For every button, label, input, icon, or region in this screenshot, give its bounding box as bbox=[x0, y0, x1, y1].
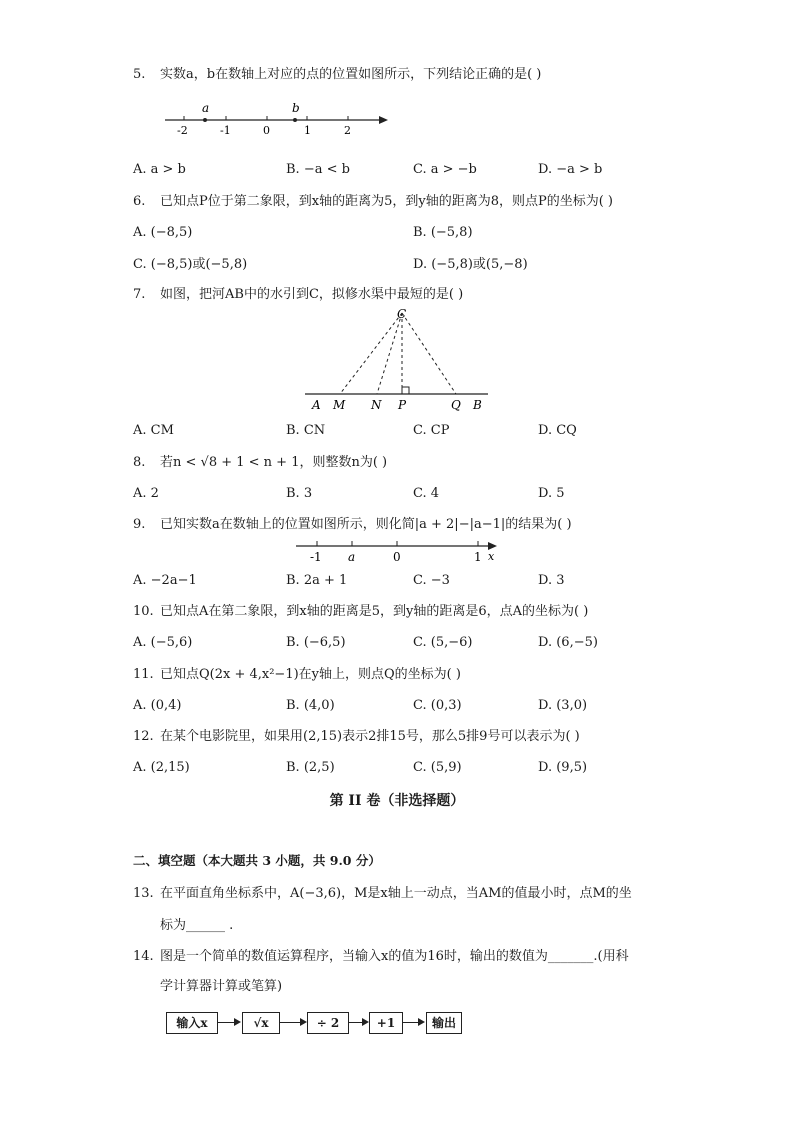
option-d[interactable]: D. (9,5) bbox=[538, 760, 588, 775]
option-b[interactable]: B. (2,5) bbox=[286, 760, 335, 775]
question-text-continued: 标为______ . bbox=[160, 918, 234, 933]
question-number: 11. bbox=[133, 667, 154, 682]
question-text: 在某个电影院里，如果用(2,15)表示2排15号，那么5排9号可以表示为( ) bbox=[160, 729, 580, 744]
flow-divide-box: ÷ 2 bbox=[307, 1012, 349, 1034]
question-number: 5. bbox=[133, 67, 146, 82]
tick-label: 1 bbox=[474, 550, 482, 564]
question-number: 6. bbox=[133, 194, 146, 209]
question-text: 实数a，b在数轴上对应的点的位置如图所示，下列结论正确的是( ) bbox=[160, 67, 542, 82]
option-b[interactable]: B. −a < b bbox=[286, 162, 350, 177]
option-a[interactable]: A. (2,15) bbox=[133, 760, 190, 775]
option-b[interactable]: B. 3 bbox=[286, 486, 313, 501]
option-a[interactable]: A. 2 bbox=[133, 486, 159, 501]
flow-sqrt-box: √x bbox=[242, 1012, 280, 1034]
option-d[interactable]: D. 5 bbox=[538, 486, 565, 501]
option-d[interactable]: D. (6,−5) bbox=[538, 635, 598, 650]
part-heading: 二、填空题（本大题共 3 小题，共 9.0 分） bbox=[133, 853, 381, 868]
point-label-b: B bbox=[473, 398, 482, 412]
point-label-a: A bbox=[312, 398, 321, 412]
tick-label: 2 bbox=[344, 124, 351, 137]
number-line-figure-q9 bbox=[290, 536, 510, 566]
question-text: 已知点A在第二象限，到x轴的距离是5，到y轴的距离是6，点A的坐标为( ) bbox=[160, 604, 589, 619]
flow-arrow bbox=[218, 1022, 234, 1023]
tick-label: 1 bbox=[304, 124, 311, 137]
flow-arrow bbox=[403, 1022, 418, 1023]
tick-label: -1 bbox=[310, 550, 322, 564]
point-label-m: M bbox=[333, 398, 346, 412]
option-a[interactable]: A. CM bbox=[133, 423, 174, 438]
point-label-c: C bbox=[397, 307, 407, 321]
question-number: 8. bbox=[133, 455, 146, 470]
option-c[interactable]: C. (−8,5)或(−5,8) bbox=[133, 257, 248, 272]
tick-label: -1 bbox=[220, 124, 231, 137]
option-c[interactable]: C. 4 bbox=[413, 486, 440, 501]
option-b[interactable]: B. CN bbox=[286, 423, 326, 438]
tick-label-a: a bbox=[348, 550, 356, 564]
flow-add-box: +1 bbox=[369, 1012, 403, 1034]
river-figure-q7 bbox=[300, 305, 500, 417]
option-d[interactable]: D. (3,0) bbox=[538, 698, 588, 713]
question-text: 已知点Q(2x + 4,x²−1)在y轴上，则点Q的坐标为( ) bbox=[160, 667, 461, 682]
option-a[interactable]: A. (0,4) bbox=[133, 698, 182, 713]
flow-arrow bbox=[280, 1022, 300, 1023]
question-number: 14. bbox=[133, 949, 154, 964]
option-d[interactable]: D. CQ bbox=[538, 423, 577, 438]
option-a[interactable]: A. (−5,6) bbox=[133, 635, 193, 650]
point-label-q: Q bbox=[451, 398, 461, 412]
option-d[interactable]: D. (−5,8)或(5,−8) bbox=[413, 257, 528, 272]
option-c[interactable]: C. (5,−6) bbox=[413, 635, 473, 650]
flow-output-box: 输出 bbox=[426, 1012, 462, 1034]
section-title: 第 II 卷（非选择题） bbox=[329, 793, 465, 809]
flow-input-box: 输入x bbox=[166, 1012, 218, 1034]
option-c[interactable]: C. (5,9) bbox=[413, 760, 462, 775]
flow-arrowhead bbox=[300, 1018, 307, 1026]
tick-label: 0 bbox=[263, 124, 270, 137]
option-b[interactable]: B. (−5,8) bbox=[413, 225, 473, 240]
option-b[interactable]: B. 2a + 1 bbox=[286, 573, 348, 588]
question-text: 如图，把河AB中的水引到C，拟修水渠中最短的是( ) bbox=[160, 287, 464, 302]
option-b[interactable]: B. (4,0) bbox=[286, 698, 335, 713]
point-label-b: b bbox=[292, 101, 300, 115]
question-text: 在平面直角坐标系中，A(−3,6)，M是x轴上一动点，当AM的值最小时，点M的坐 bbox=[160, 886, 632, 901]
question-number: 7. bbox=[133, 287, 146, 302]
option-c[interactable]: C. a > −b bbox=[413, 162, 477, 177]
option-d[interactable]: D. 3 bbox=[538, 573, 565, 588]
question-text: 图是一个简单的数值运算程序，当输入x的值为16时，输出的数值为_______.(用科 bbox=[160, 949, 629, 964]
option-b[interactable]: B. (−6,5) bbox=[286, 635, 346, 650]
flow-arrowhead bbox=[418, 1018, 425, 1026]
point-label-a: a bbox=[202, 101, 210, 115]
option-a[interactable]: A. −2a−1 bbox=[133, 573, 197, 588]
question-number: 13. bbox=[133, 886, 154, 901]
question-text: 已知实数a在数轴上的位置如图所示，则化简|a + 2|−|a−1|的结果为( ) bbox=[160, 517, 572, 532]
question-number: 9. bbox=[133, 517, 146, 532]
question-text: 若n < √8 + 1 < n + 1，则整数n为( ) bbox=[160, 455, 388, 470]
tick-label: 0 bbox=[393, 550, 401, 564]
option-a[interactable]: A. a > b bbox=[133, 162, 186, 177]
flow-arrow bbox=[349, 1022, 362, 1023]
axis-label-x: x bbox=[488, 550, 495, 563]
option-a[interactable]: A. (−8,5) bbox=[133, 225, 193, 240]
point-label-p: P bbox=[398, 398, 407, 412]
option-c[interactable]: C. (0,3) bbox=[413, 698, 462, 713]
number-line-figure-q5 bbox=[160, 98, 400, 140]
question-number: 12. bbox=[133, 729, 154, 744]
question-number: 10. bbox=[133, 604, 154, 619]
flow-arrowhead bbox=[362, 1018, 369, 1026]
point-label-n: N bbox=[371, 398, 382, 412]
question-text-continued: 学计算器计算或笔算) bbox=[160, 979, 283, 994]
option-c[interactable]: C. −3 bbox=[413, 573, 450, 588]
option-c[interactable]: C. CP bbox=[413, 423, 450, 438]
flow-arrowhead bbox=[234, 1018, 241, 1026]
tick-label: -2 bbox=[177, 124, 188, 137]
question-text: 已知点P位于第二象限，到x轴的距离为5，到y轴的距离为8，则点P的坐标为( ) bbox=[160, 194, 613, 209]
option-d[interactable]: D. −a > b bbox=[538, 162, 603, 177]
